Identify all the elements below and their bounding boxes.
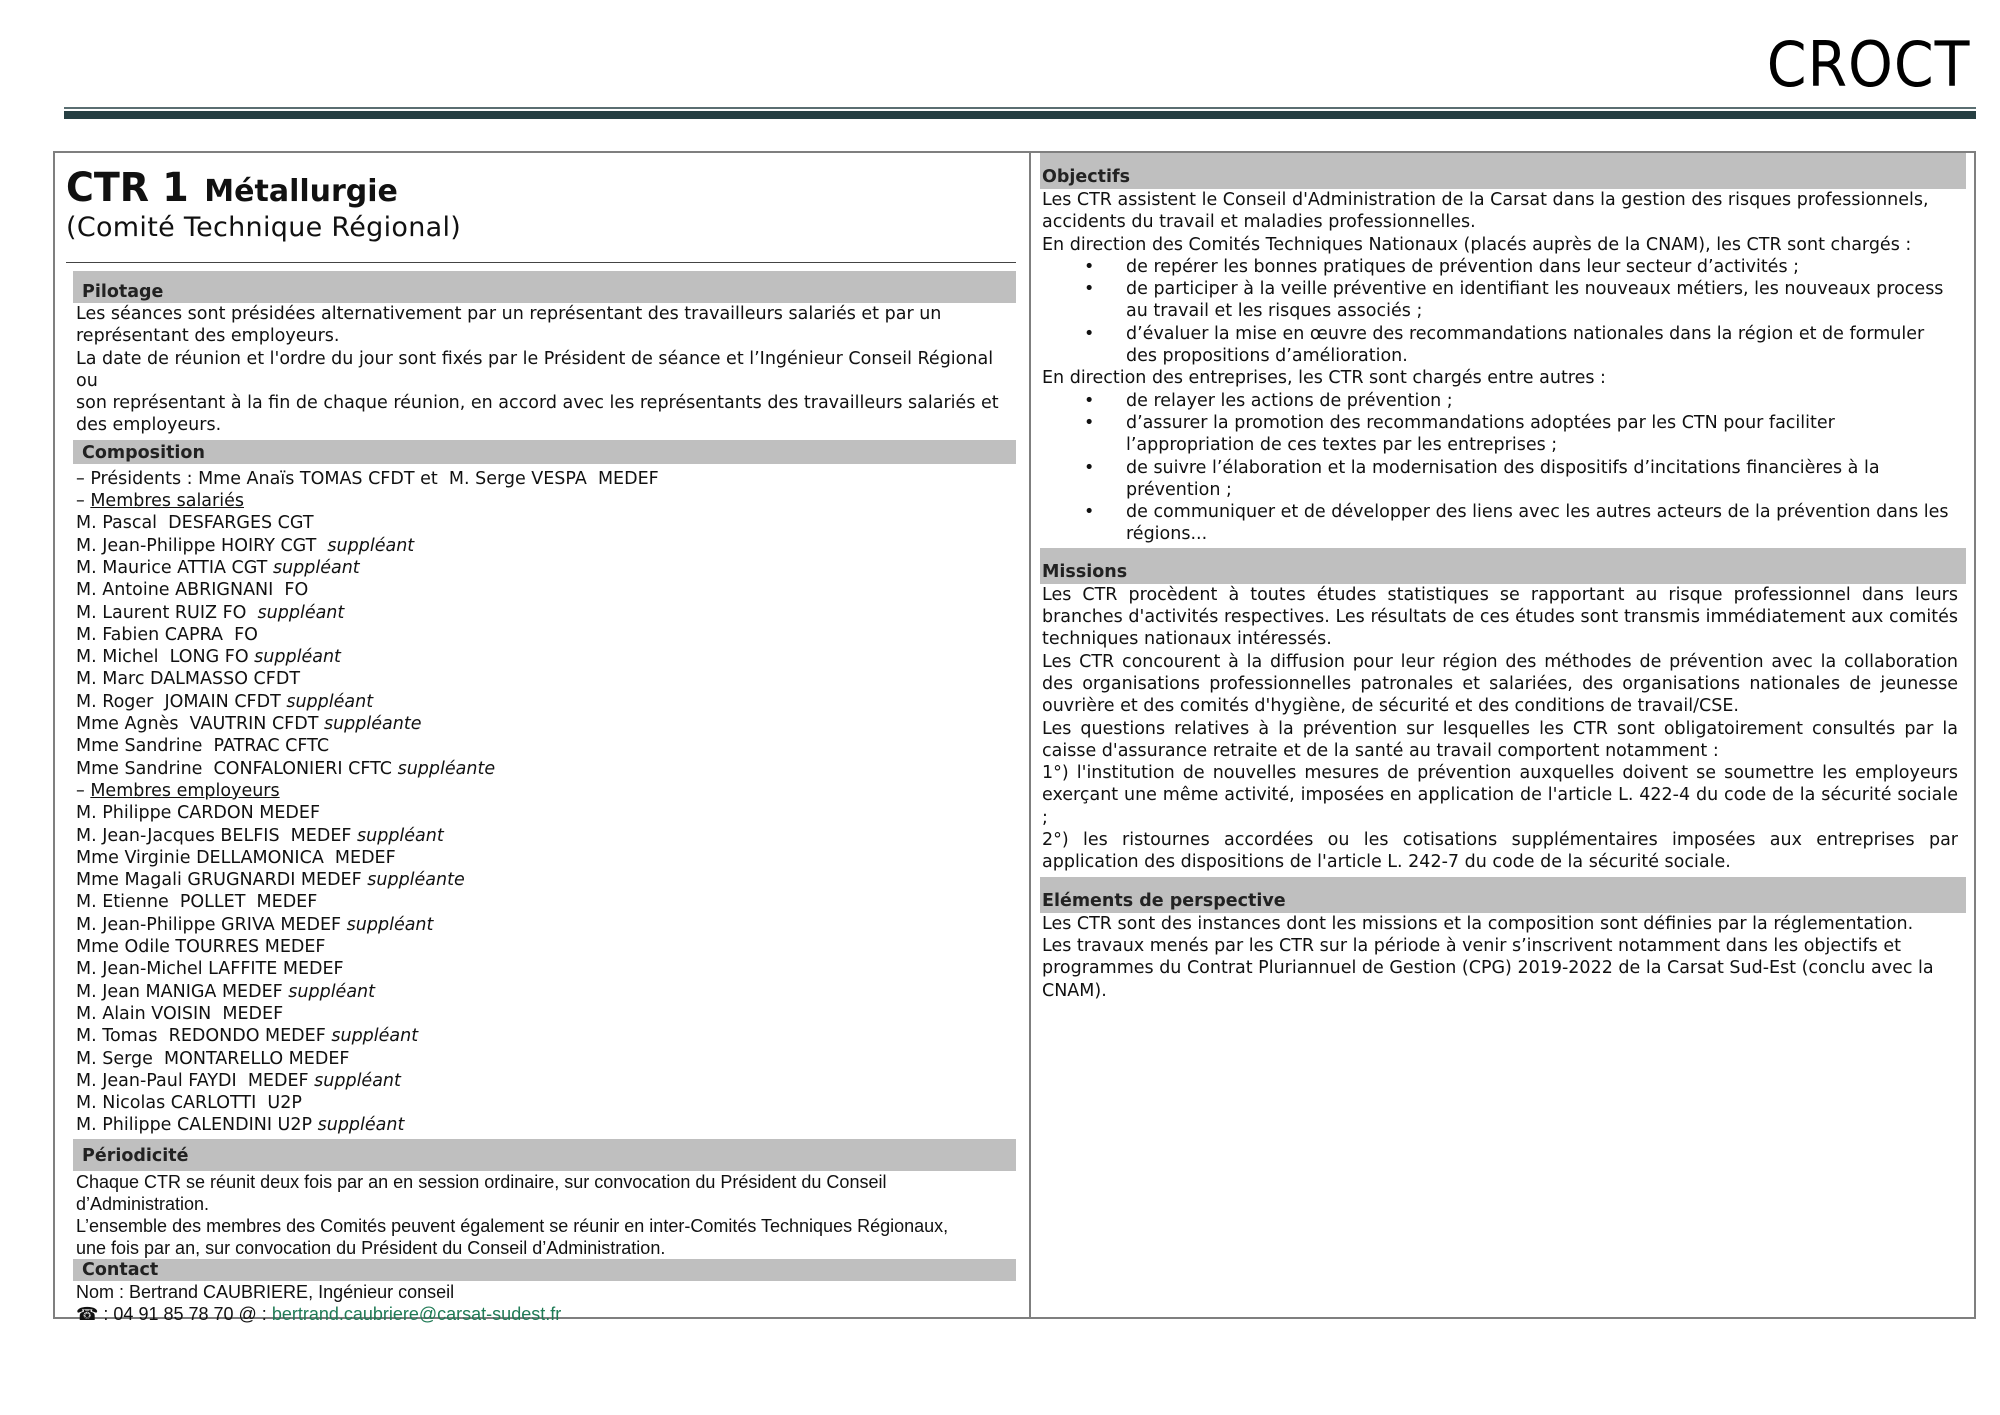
member-name: Mme Agnès VAUTRIN CFDT — [76, 714, 324, 735]
member-name: M. Jean-Paul FAYDI MEDEF — [76, 1070, 315, 1091]
email-link[interactable]: bertrand.caubriere@carsat-sudest.fr — [271, 1303, 562, 1324]
member-role: suppléant — [272, 557, 360, 578]
employeurs-label: Membres employeurs — [90, 780, 280, 801]
text-line: Les travaux menés par les CTR sur la période à venir s’inscrivent notamment dans les objectifs et — [1042, 935, 1901, 956]
text-line: Les CTR sont des instances dont les missions et la composition sont définies par la réglementation. — [1042, 913, 1914, 934]
member-row — [76, 668, 1016, 690]
member-role: suppléant — [314, 1070, 401, 1091]
bullet-item — [1040, 278, 1964, 323]
bullet-text: de suivre l’élaboration et la modernisation des dispositifs d’incitations financières à la prévention ; — [1126, 457, 1880, 500]
member-name: M. Antoine ABRIGNANI FO — [76, 580, 309, 601]
member-row — [76, 535, 1016, 557]
member-row — [76, 1003, 1016, 1025]
bullet-icon: • — [1084, 390, 1095, 411]
contact-block — [66, 1281, 1016, 1325]
page-subtitle: (Comité Technique Régional) — [66, 212, 462, 243]
bullet-text: de repérer les bonnes pratiques de prévention dans leur secteur d’activités ; — [1126, 256, 1800, 277]
section-heading-objectifs: Objectifs — [1040, 153, 1966, 189]
member-name: M. Jean-Michel LAFFITE MEDEF — [76, 959, 344, 980]
text-line: des employeurs. — [76, 415, 222, 436]
member-row — [76, 1070, 1016, 1092]
text-line: CNAM). — [1042, 980, 1107, 1001]
text-line: La date de réunion et l'ordre du jour sont fixés par le Président de séance et l’Ingénieur Conseil Régional ou — [76, 348, 994, 391]
member-name: M. Philippe CALENDINI U2P — [76, 1115, 318, 1136]
contact-name: Nom : Bertrand CAUBRIERE, Ingénieur conseil — [76, 1281, 455, 1302]
member-role: suppléant — [286, 691, 374, 712]
member-row — [76, 1114, 1016, 1136]
member-name: M. Marc DALMASSO CFDT — [76, 669, 301, 690]
member-name: M. Pascal DESFARGES CGT — [76, 513, 314, 534]
member-row — [76, 802, 1016, 824]
member-name: M. Tomas REDONDO MEDEF — [76, 1026, 332, 1047]
header-rule-thick — [64, 111, 1976, 119]
bullet-icon: • — [1084, 502, 1095, 523]
member-name: M. Maurice ATTIA CGT — [76, 557, 273, 578]
text-line: Chaque CTR se réunit deux fois par an en session ordinaire, sur convocation du Président du Conseil — [76, 1171, 887, 1192]
member-role: suppléant — [257, 602, 345, 623]
text-line: En direction des Comités Techniques Nationaux (placés auprès de la CNAM), les CTR sont chargés : — [1042, 234, 1912, 255]
dash: – — [76, 780, 91, 801]
employeurs-subheading — [76, 780, 1016, 802]
objectifs-entreprises-intro: En direction des entreprises, les CTR sont chargés entre autres : — [1042, 368, 1606, 389]
bullet-item — [1040, 390, 1964, 412]
perspective-text — [1040, 913, 1964, 1002]
member-row — [76, 735, 1016, 757]
section-heading-missions: Missions — [1040, 548, 1966, 584]
member-role: suppléant — [254, 647, 341, 668]
member-name: M. Fabien CAPRA FO — [76, 624, 258, 645]
header-rule-thin — [64, 107, 1976, 109]
periodicite-text — [66, 1171, 1016, 1259]
page-title — [66, 166, 1016, 210]
member-name: M. Philippe CARDON MEDEF — [76, 803, 321, 824]
salaries-label: Membres salariés — [90, 491, 244, 512]
bullet-icon: • — [1084, 256, 1095, 277]
document-header-title: CROCT — [1766, 28, 1970, 101]
member-row — [76, 869, 1016, 891]
column-divider — [1029, 151, 1031, 1319]
member-row — [76, 646, 1016, 668]
bullet-item — [1040, 412, 1964, 457]
objectifs-intro — [1040, 189, 1964, 256]
member-role: suppléant — [357, 825, 444, 846]
member-name: M. Alain VOISIN MEDEF — [76, 1003, 284, 1024]
member-role: suppléant — [346, 914, 434, 935]
title-divider — [66, 262, 1016, 263]
text-line: d’Administration. — [76, 1193, 210, 1214]
member-name: Mme Sandrine PATRAC CFTC — [76, 736, 330, 757]
member-name: M. Etienne POLLET MEDEF — [76, 892, 318, 913]
text-line: une fois par an, sur convocation du Président du Conseil d’Administration. — [76, 1237, 666, 1258]
section-heading-pilotage: Pilotage — [73, 271, 1016, 303]
member-row — [76, 758, 1016, 780]
bullet-item — [1040, 457, 1964, 502]
member-row — [76, 624, 1016, 646]
salaries-members — [76, 512, 1016, 780]
text-line: Les séances sont présidées alternativement par un représentant des travailleurs salariés et par un — [76, 304, 942, 324]
member-name: M. Laurent RUIZ FO — [76, 602, 258, 623]
text-line: programmes du Contrat Pluriannuel de Gestion (CPG) 2019-2022 de la Carsat Sud-Est (conclu avec la — [1042, 958, 1934, 979]
missions-paragraph: Les CTR concourent à la diffusion pour leur région des méthodes de prévention avec la collaboration des organisations professionnelles patronales et salariées, des organisations nationales de jeunesse ouvrière et des comités d'hygiène, de sécurité et des conditions de travail/CSE. — [1042, 651, 1958, 717]
text-line: représentant des employeurs. — [76, 326, 340, 347]
bullet-text: d’assurer la promotion des recommandations adoptées par les CTN pour faciliter l’appropriation de ces textes par les entreprises ; — [1126, 412, 1835, 456]
member-name: M. Roger JOMAIN CFDT — [76, 691, 287, 712]
member-row — [76, 512, 1016, 534]
member-name: M. Jean-Jacques BELFIS MEDEF — [76, 825, 357, 846]
employeurs-members — [76, 802, 1016, 1136]
member-role: suppléant — [327, 535, 415, 556]
member-name: M. Serge MONTARELLO MEDEF — [76, 1048, 350, 1069]
text-line: son représentant à la fin de chaque réunion, en accord avec les représentants des travailleurs salariés et — [76, 393, 999, 414]
bullet-icon: • — [1084, 412, 1095, 433]
member-row — [76, 713, 1016, 735]
text-line: Les CTR assistent le Conseil d'Administration de la Carsat dans la gestion des risques professionnels, — [1042, 190, 1929, 210]
salaries-subheading — [76, 490, 1016, 512]
objectifs-cnam-list — [1040, 256, 1964, 367]
presidents-line: – Présidents : Mme Anaïs TOMAS CFDT et M. Serge VESPA MEDEF — [76, 468, 659, 489]
member-row — [76, 1092, 1016, 1114]
member-row — [76, 602, 1016, 624]
member-name: Mme Sandrine CONFALONIERI CFTC — [76, 758, 398, 779]
member-row — [76, 936, 1016, 958]
objectifs-entreprises-list — [1040, 390, 1964, 546]
bullet-text: de communiquer et de développer des liens avec les autres acteurs de la prévention dans les régions... — [1126, 502, 1949, 545]
section-heading-composition: Composition — [73, 440, 1016, 464]
member-role: suppléant — [288, 981, 375, 1002]
text-line: accidents du travail et maladies professionnelles. — [1042, 212, 1476, 233]
section-heading-contact: Contact — [73, 1259, 1016, 1281]
bullet-text: de relayer les actions de prévention ; — [1126, 390, 1453, 411]
left-column — [66, 160, 1016, 1325]
member-name: M. Jean-Philippe GRIVA MEDEF — [76, 914, 347, 935]
missions-paragraph: 1°) l'institution de nouvelles mesures de prévention auxquelles doivent se soumettre les employeurs exerçant une même activité, imposées en application de l'article L. 422-4 du code de la sécurité sociale ; — [1042, 763, 1958, 828]
member-name: M. Michel LONG FO — [76, 647, 255, 668]
member-row — [76, 691, 1016, 713]
bullet-item — [1040, 323, 1964, 368]
bullet-icon: • — [1084, 457, 1095, 478]
member-role: suppléant — [331, 1026, 419, 1047]
pilotage-text — [66, 303, 1016, 437]
right-column — [1040, 153, 1964, 1002]
member-role: suppléante — [397, 758, 496, 779]
member-row — [76, 891, 1016, 913]
bullet-icon: • — [1084, 279, 1095, 300]
member-row — [76, 825, 1016, 847]
missions-paragraph: Les questions relatives à la prévention sur lesquelles les CTR sont obligatoirement consultés par la caisse d'assurance retraite et de la santé au travail comportent notamment : — [1042, 718, 1958, 761]
dash: – — [76, 491, 91, 512]
member-name: M. Nicolas CARLOTTI U2P — [76, 1093, 302, 1114]
member-name: M. Jean-Philippe HOIRY CGT — [76, 535, 328, 556]
member-name: Mme Magali GRUGNARDI MEDEF — [76, 870, 368, 891]
phone-number: : 04 91 85 78 70 @ : — [98, 1303, 272, 1324]
missions-paragraph: 2°) les ristournes accordées ou les cotisations supplémentaires imposées aux entreprises par application des dispositions de l'article L. 242-7 du code de la sécurité sociale. — [1042, 830, 1958, 873]
member-row — [76, 981, 1016, 1003]
committee-name: Métallurgie — [204, 174, 398, 209]
member-name: M. Jean MANIGA MEDEF — [76, 981, 289, 1002]
member-row — [76, 557, 1016, 579]
member-role: suppléante — [323, 714, 422, 735]
section-heading-perspective: Eléments de perspective — [1040, 877, 1966, 913]
contact-phone-email — [76, 1303, 1016, 1325]
member-row — [76, 579, 1016, 601]
composition-list — [66, 468, 1016, 1137]
missions-paragraph: Les CTR procèdent à toutes études statistiques se rapportant au risque professionnel dans leurs branches d'activités respectives. Les résultats de ces études sont transmis immédiatement aux comités techniques nationaux intéressés. — [1042, 584, 1958, 650]
bullet-text: de participer à la veille préventive en identifiant les nouveaux métiers, les nouveaux process au travail et les risques associés ; — [1126, 279, 1944, 322]
member-row — [76, 1048, 1016, 1070]
member-row — [76, 958, 1016, 980]
bullet-item — [1040, 256, 1964, 278]
bullet-item — [1040, 501, 1964, 546]
bullet-text: d’évaluer la mise en œuvre des recommandations nationales dans la région et de formuler des propositions d’amélioration. — [1126, 323, 1925, 367]
text-line: L’ensemble des membres des Comités peuvent également se réunir en inter-Comités Techniques Régionaux, — [76, 1215, 949, 1236]
member-role: suppléant — [317, 1115, 405, 1136]
missions-text — [1040, 584, 1964, 874]
member-row — [76, 847, 1016, 869]
member-row — [76, 1025, 1016, 1047]
member-name: Mme Virginie DELLAMONICA MEDEF — [76, 847, 396, 868]
section-heading-periodicite: Périodicité — [73, 1139, 1016, 1171]
phone-icon: ☎ — [76, 1303, 99, 1324]
member-role: suppléante — [367, 870, 465, 891]
member-name: Mme Odile TOURRES MEDEF — [76, 937, 326, 958]
committee-code: CTR 1 — [66, 165, 189, 211]
bullet-icon: • — [1084, 323, 1095, 344]
member-row — [76, 914, 1016, 936]
